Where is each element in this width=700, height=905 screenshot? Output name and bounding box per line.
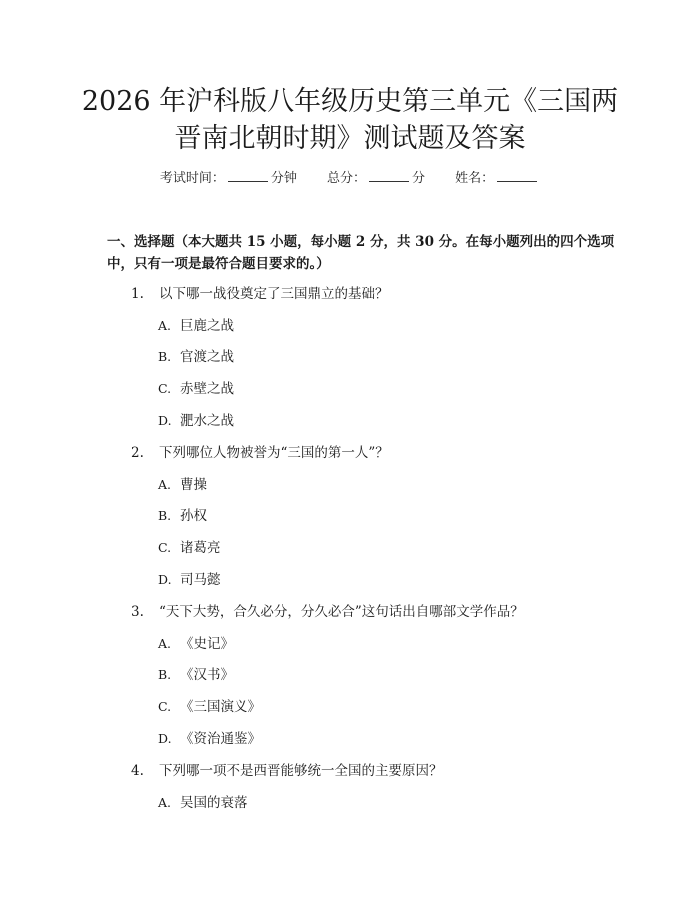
option-text: 《三国演义》 — [180, 699, 261, 715]
option-letter: B. — [158, 667, 172, 682]
option-3b[interactable] — [158, 663, 234, 683]
name-field — [455, 167, 540, 186]
total-score-blank[interactable] — [369, 169, 409, 182]
option-2b[interactable] — [158, 504, 207, 524]
option-text: 官渡之战 — [180, 349, 234, 365]
option-letter: A. — [158, 477, 172, 492]
option-text: 曹操 — [180, 477, 207, 493]
total-score-unit: 分 — [412, 171, 426, 186]
option-1d[interactable] — [158, 409, 234, 429]
option-text: 司马懿 — [180, 572, 221, 588]
total-score-label: 总分： — [326, 171, 366, 186]
exam-time-unit: 分钟 — [270, 171, 297, 186]
exam-time-field — [160, 167, 297, 186]
question-text: 下列哪一项不是西晋能够统一全国的主要原因？ — [159, 763, 443, 779]
question-number: 3. — [131, 604, 144, 620]
exam-time-label: 考试时间： — [159, 171, 225, 186]
option-text: 《史记》 — [180, 636, 234, 652]
option-2d[interactable] — [158, 568, 221, 588]
option-letter: B. — [158, 349, 172, 364]
option-3d[interactable] — [158, 727, 261, 747]
option-letter: A. — [158, 795, 172, 810]
name-blank[interactable] — [497, 169, 537, 182]
question-number: 1. — [131, 286, 144, 302]
option-letter: C. — [158, 699, 172, 714]
page-title-line-1: 2026 年沪科版八年级历史第三单元《三国两 — [81, 86, 619, 117]
option-text: 《汉书》 — [180, 667, 234, 683]
page-title-line-2: 晋南北朝时期》测试题及答案 — [174, 123, 526, 154]
question-2 — [131, 441, 389, 461]
question-text: “天下大势，合久必分，分久必合”这句话出自哪部文学作品？ — [159, 604, 524, 620]
option-1a[interactable] — [158, 314, 234, 334]
option-letter: D. — [158, 413, 172, 428]
option-3c[interactable] — [158, 695, 261, 715]
option-letter: C. — [158, 381, 172, 396]
option-text: 赤壁之战 — [180, 381, 234, 397]
total-score-field — [327, 167, 425, 186]
option-2c[interactable] — [158, 536, 221, 556]
option-letter: A. — [158, 636, 172, 651]
option-text: 孙权 — [180, 508, 207, 524]
question-1 — [131, 282, 389, 302]
option-letter: A. — [158, 318, 172, 333]
option-text: 淝水之战 — [180, 413, 234, 429]
section-heading: 一、选择题（本大题共 15 小题，每小题 2 分，共 30 分。在每小题列出的四个选项中，只有一项是最符合题目要求的。） — [107, 234, 615, 272]
option-letter: D. — [158, 731, 172, 746]
question-number: 2. — [131, 445, 144, 461]
option-letter: D. — [158, 572, 172, 587]
exam-time-blank[interactable] — [228, 169, 268, 182]
question-4 — [131, 759, 443, 779]
option-letter: B. — [158, 508, 172, 523]
option-text: 吴国的衰落 — [180, 795, 248, 811]
option-4a[interactable] — [158, 791, 248, 811]
question-3 — [131, 600, 524, 620]
option-2a[interactable] — [158, 473, 207, 493]
option-text: 《资治通鉴》 — [180, 731, 261, 747]
option-text: 巨鹿之战 — [180, 318, 234, 334]
exam-info-row — [0, 167, 700, 186]
option-letter: C. — [158, 540, 172, 555]
name-label: 姓名： — [455, 171, 495, 186]
question-text: 下列哪位人物被誉为“三国的第一人”？ — [159, 445, 389, 461]
option-text: 诸葛亮 — [180, 540, 221, 556]
option-1b[interactable] — [158, 345, 234, 365]
question-number: 4. — [131, 763, 144, 779]
question-text: 以下哪一战役奠定了三国鼎立的基础？ — [159, 286, 389, 302]
option-1c[interactable] — [158, 377, 234, 397]
option-3a[interactable] — [158, 632, 234, 652]
